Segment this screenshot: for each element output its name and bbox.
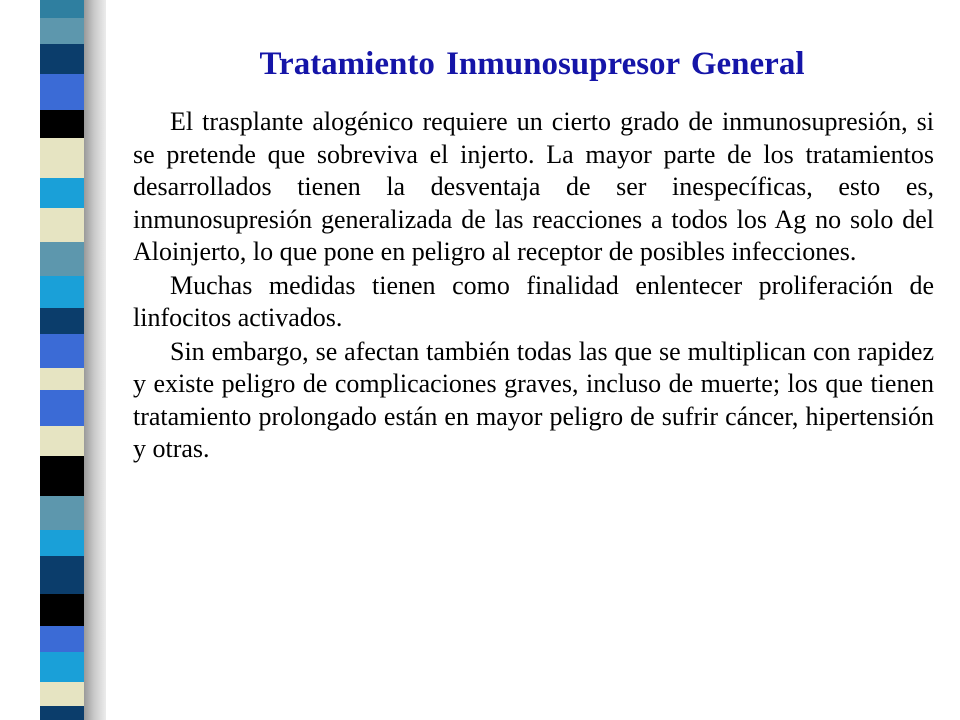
paragraph-1: El trasplante alogénico requiere un cierto grado de inmunosupresión, si se pretende que sobreviva el injerto. La mayor parte de los tratamientos desarrollados tienen la desventaja de ser inespecíficas, esto es, inmunosupresión generalizada de las reacciones a todos los Ag no solo del Aloinjerto, lo que pone en peligro al receptor de posibles infecciones. [133, 107, 934, 266]
stripe-block [40, 110, 84, 138]
stripe-block [40, 706, 84, 720]
stripe-block [40, 208, 84, 242]
stripe-block [40, 426, 84, 456]
stripe-block [40, 390, 84, 426]
paragraph-2: Muchas medidas tienen como finalidad enlentecer proliferación de linfocitos activados. [133, 270, 934, 332]
stripe-block [40, 18, 84, 44]
stripe-block [40, 456, 84, 496]
stripe-block [40, 682, 84, 706]
decorative-stripe-bar [40, 0, 84, 720]
stripe-block [40, 44, 84, 74]
stripe-block [40, 0, 84, 18]
stripe-block [40, 178, 84, 208]
stripe-block [40, 276, 84, 308]
stripe-block [40, 242, 84, 276]
stripe-block [40, 496, 84, 530]
paragraph-3: Sin embargo, se afectan también todas las que se multiplican con rapidez y existe peligro de complicaciones graves, incluso de muerte; los que tienen tratamiento prolongado están en mayor peligro de sufrir cáncer, hipertensión y otras. [133, 336, 934, 463]
stripe-block [40, 368, 84, 390]
stripe-block [40, 74, 84, 110]
stripe-block [40, 594, 84, 626]
stripe-block [40, 530, 84, 556]
stripe-shadow [84, 0, 106, 720]
slide-title: Tratamiento Inmunosupresor General [259, 46, 805, 82]
stripe-block [40, 556, 84, 594]
stripe-block [40, 652, 84, 682]
stripe-block [40, 626, 84, 652]
slide-body [133, 106, 934, 467]
stripe-block [40, 138, 84, 178]
stripe-block [40, 308, 84, 334]
stripe-block [40, 334, 84, 368]
